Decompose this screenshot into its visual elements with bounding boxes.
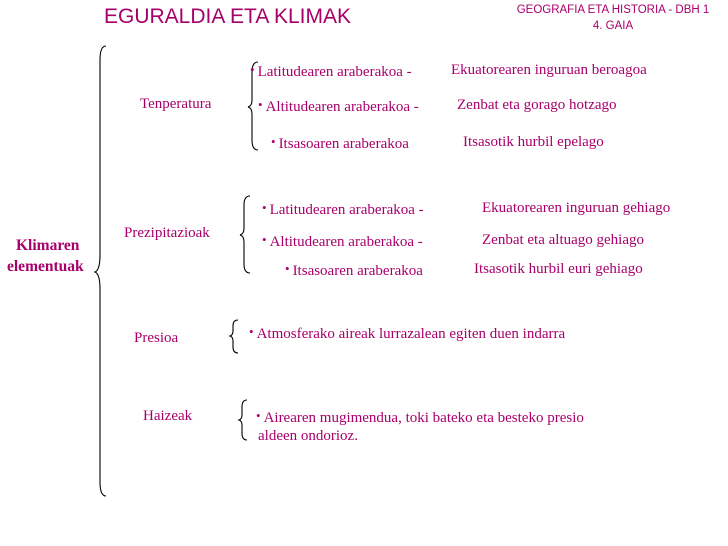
prezipitazioak-item-3-result: Itsasotik hurbil euri gehiago (474, 261, 643, 277)
header-subject: GEOGRAFIA ETA HISTORIA - DBH 1 (516, 4, 710, 16)
haizeak-item-1-line1: • Airearen mugimendua, toki bateko eta besteko presio (256, 408, 584, 426)
prezipitazioak-item-3: • Itsasoaren araberakoa (285, 261, 423, 279)
root-label-line1: Klimaren (16, 237, 80, 254)
category-presioa: Presioa (134, 330, 179, 346)
root-label-line2: elementuak (7, 258, 84, 275)
bullet-icon: • (271, 134, 276, 149)
bullet-icon: • (249, 324, 254, 339)
prezipitazioak-item-1-result: Ekuatorearen inguruan gehiago (482, 200, 671, 216)
page-title: EGURALDIA ETA KLIMAK (104, 5, 352, 28)
bullet-icon: • (258, 97, 263, 112)
prezipitazioak-item-2-result: Zenbat eta altuago gehiago (482, 232, 645, 248)
header-unit: 4. GAIA (592, 20, 634, 32)
category-prezipitazioak: Prezipitazioak (124, 225, 210, 241)
prezipitazioak-brace (240, 196, 250, 273)
tenperatura-item-3: • Itsasoaren araberakoa (271, 134, 409, 152)
haizeak-item-1-line2: aldeen ondorioz. (258, 428, 358, 444)
prezipitazioak-item-1: • Latitudearen araberakoa - (262, 200, 424, 218)
main-brace (95, 46, 106, 496)
bullet-icon: • (256, 408, 261, 423)
tenperatura-item-1-result: Ekuatorearen inguruan beroagoa (451, 62, 647, 78)
presioa-brace (230, 320, 238, 353)
tenperatura-item-2: • Altitudearen araberakoa - (258, 97, 419, 115)
category-haizeak: Haizeak (143, 408, 193, 424)
haizeak-brace (239, 400, 247, 440)
bullet-icon: • (262, 200, 267, 215)
tenperatura-item-1: • Latitudearen araberakoa - (250, 62, 412, 80)
bullet-icon: • (262, 232, 267, 247)
category-tenperatura: Tenperatura (140, 96, 212, 112)
bullet-icon: • (250, 62, 255, 77)
bullet-icon: • (285, 261, 290, 276)
tenperatura-item-2-result: Zenbat eta gorago hotzago (457, 97, 617, 113)
tenperatura-item-3-result: Itsasotik hurbil epelago (463, 134, 604, 150)
prezipitazioak-item-2: • Altitudearen araberakoa - (262, 232, 423, 250)
presioa-item-1: • Atmosferako aireak lurrazalean egiten duen indarra (249, 324, 566, 342)
